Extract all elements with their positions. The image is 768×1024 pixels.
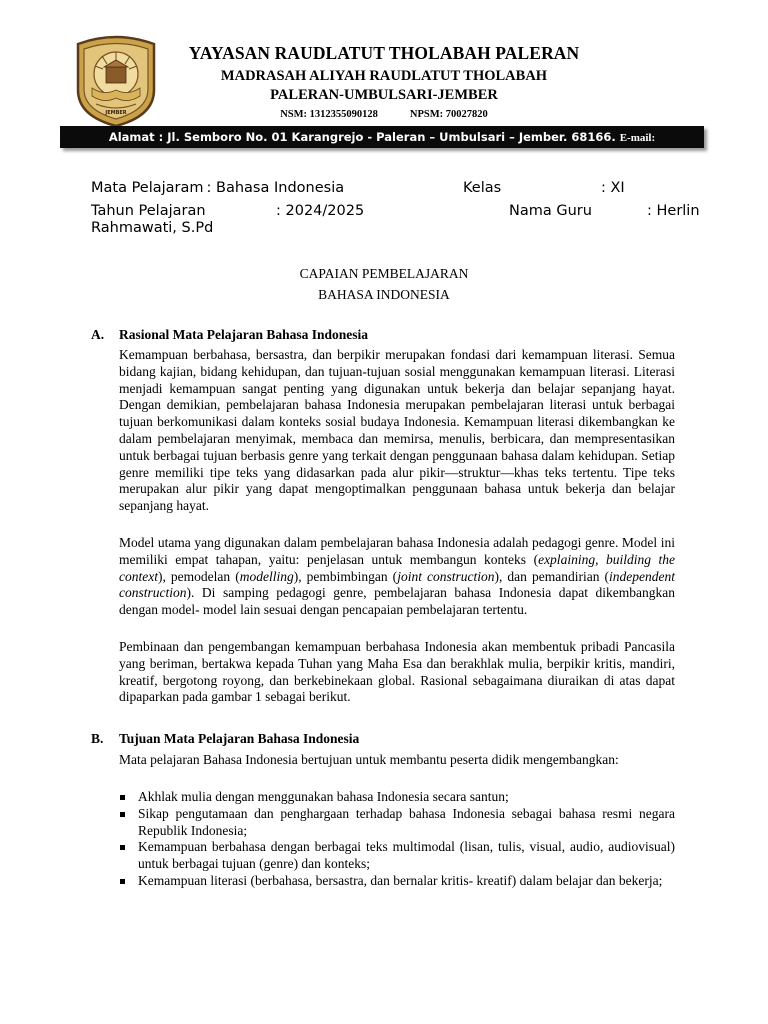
school-logo [74,34,158,128]
info-class-value: : XI [601,180,625,196]
section-b-letter: B. [91,731,104,746]
school-ids [150,108,618,122]
info-year-value: : 2024/2025 [276,203,365,219]
address-text: Alamat : Jl. Semboro No. 01 Karangrejo - Paleran – Umbulsari – Jember. 68166. [108,130,616,144]
document-title: CAPAIAN PEMBELAJARAN [299,266,469,281]
section-a-heading [91,326,368,344]
document-subtitle: BAHASA INDONESIA [318,287,450,302]
list-item: Akhlak mulia dengan menggunakan bahasa Indonesia secara santun; [119,789,675,806]
letterhead [150,42,618,122]
email-label: E-mail: [619,132,656,144]
section-a-paragraph-3: Pembinaan dan pengembangan kemampuan berbahasa Indonesia akan membentuk pribadi Pancasila yang beriman, bertakwa kepada Tuhan yang Maha Esa dan berakhlak mulia, berpikir kritis, mandiri, kreatif, bergotong royong, dan berkebinekaan global. Rasional sebagaimana diuraikan di atas dapat dipaparkan pada gambar 1 sebagai berikut. [119,639,675,705]
nsm-number: NSM: 131235509012​8 [280,109,378,120]
objectives-list [119,789,675,890]
logo-lettering: JEMBER [105,110,127,116]
list-item: Kemampuan berbahasa dengan berbagai teks multimodal (lisan, tulis, visual, audio, audiovisual) untuk berbagai tujuan (genre) dan konteks; [119,839,675,873]
subject-label: Mata Pelajaram [91,180,204,196]
info-teacher-value: : Herlin [647,203,700,219]
info-class-label: Kelas [463,180,502,196]
info-teacher-value-cont: Rahmawati, S.Pd [91,220,214,236]
subject-value: : Bahasa Indonesia [206,180,345,196]
section-a-paragraph-1: Kemampuan berbahasa, bersastra, dan berpikir merupakan fondasi dari kemampuan literasi. Semua bidang kajian, bidang kehidupan, dan tujuan-tujuan sosial menggunakan kemampuan literasi. Literasi menjadi kemampuan sangat penting yang digunakan untuk bekerja dan belajar sepanjang hayat. Dengan demikian, pembelajaran bahasa Indonesia merupakan pembelajaran literasi untuk berbagai tujuan berkomunikasi dalam konteks sosial budaya Indonesia. Kemampuan literasi dikembangkan ke dalam pembelajaran menyimak, membaca dan memirsa, menulis, berbicara, dan mempresentasikan untuk berbagai tujuan berbasis genre yang terkait dengan penggunaan bahasa dalam kehidupan. Setiap genre memiliki tipe teks yang didasarkan pada alur pikir—struktur—khas teks tertentu. Tipe teks merupakan alur pikir yang dapat mengoptimalkan penggunaan bahasa untuk bekerja dan belajar sepanjang hayat. [119,347,675,514]
section-b-title: Tujuan Mata Pelajaran Bahasa Indonesia [119,731,360,746]
section-a-title: Rasional Mata Pelajaran Bahasa Indonesia [119,327,369,342]
info-row-subject [91,179,344,197]
school-location: PALERAN-UMBULSARI-JEMBER [270,87,498,103]
address-bar [60,126,704,148]
section-a-paragraph-2: Model utama yang digunakan dalam pembelajaran bahasa Indonesia adalah pedagogi genre. Model ini memiliki empat tahapan, yaitu: penjelasan untuk membangun konteks (explaining, building the context), pemodelan (modelling), pembimbingan (joint construction), dan pemandirian (independent construction). Di samping pedagogi genre, pembelajaran bahasa Indonesia dapat dikembangkan dengan model- model lain sesuai dengan pencapaian pembelajaran tertentu. [119,535,676,618]
info-teacher-label: Nama Guru [509,203,592,219]
section-b-intro: Mata pelajaran Bahasa Indonesia bertujuan untuk membantu peserta didik mengembangkan: [119,752,619,767]
section-a-letter: A. [91,327,105,342]
school-name: MADRASAH ALIYAH RAUDLATUT THOLABAH [220,68,548,84]
foundation-name: YAYASAN RAUDLATUT THOLABAH PALERAN [188,43,580,63]
list-item: Sikap pengutamaan dan penghargaan terhadap bahasa Indonesia sebagai bahasa resmi negara Republik Indonesia; [119,806,675,840]
npsm-number: NPSM: 70027820 [409,109,488,120]
section-b-heading [91,730,359,748]
info-year-label: Tahun Pelajaran [91,203,206,219]
list-item: Kemampuan literasi (berbahasa, bersastra, dan bernalar kritis- kreatif) dalam belajar dan bekerja; [119,873,675,890]
